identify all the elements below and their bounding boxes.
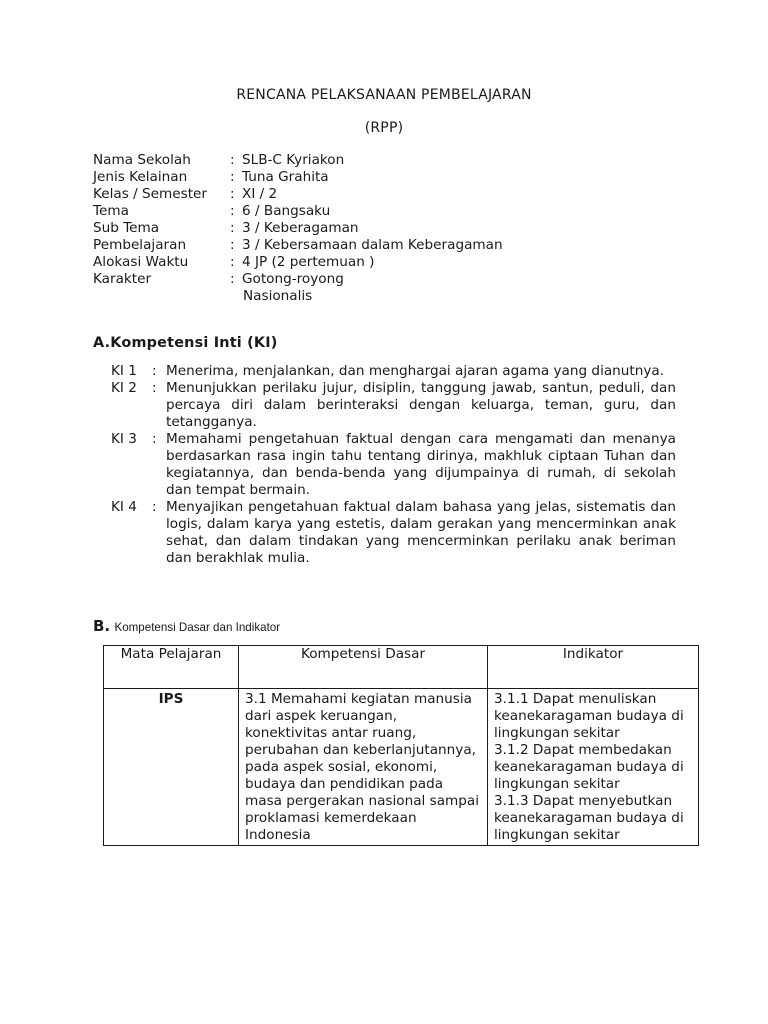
identity-value: 3 / Kebersamaan dalam Keberagaman	[242, 237, 503, 253]
identity-value: Nasionalis	[243, 288, 313, 304]
cell-kd: 3.1 Memahami kegiatan manusia dari aspek keruangan, konektivitas antar ruang, perubahan dan keberlanjutannya, pada aspek sosial, ekonomi, budaya dan pendidikan pada masa pergerakan nasional sampai proklamasi kemerdekaan Indonesia	[239, 689, 488, 846]
ki-colon: :	[152, 363, 157, 379]
identity-label: Jenis Kelainan	[93, 169, 188, 185]
identity-label: Nama Sekolah	[93, 152, 191, 168]
document-title: RENCANA PELAKSANAAN PEMBELAJARAN	[236, 87, 532, 103]
ki-text: Memahami pengetahuan faktual dengan cara mengamati dan menanya berdasarkan rasa ingin tahu tentang dirinya, makhluk ciptaan Tuhan dan kegiatannya, dan benda-benda yang dijumpainya di rumah, di sekolah dan tempat bermain.	[166, 431, 676, 498]
identity-value: Gotong-royong	[242, 271, 344, 287]
ki-code: KI 4	[111, 499, 137, 515]
identity-block	[93, 152, 503, 305]
identity-colon: :	[230, 186, 235, 202]
table-header-row	[104, 646, 699, 689]
identity-row	[93, 152, 503, 169]
section-b-letter: B.	[93, 617, 111, 635]
section-b-heading	[93, 618, 280, 636]
identity-row	[93, 237, 503, 254]
identity-colon: :	[230, 254, 235, 270]
identity-colon: :	[230, 203, 235, 219]
kd-indicator-table	[103, 645, 699, 846]
ki-item	[111, 431, 676, 499]
ki-text: Menunjukkan perilaku jujur, disiplin, tanggung jawab, santun, peduli, dan percaya diri dalam berinteraksi dengan keluarga, teman, guru, dan tetangganya.	[166, 380, 676, 430]
ki-text: Menyajikan pengetahuan faktual dalam bahasa yang jelas, sistematis dan logis, dalam karya yang estetis, dalam gerakan yang mencerminkan anak sehat, dan dalam tindakan yang mencerminkan perilaku anak beriman dan berakhlak mulia.	[166, 499, 676, 566]
identity-label: Tema	[93, 203, 129, 219]
table-row	[104, 689, 699, 846]
identity-label: Alokasi Waktu	[93, 254, 189, 270]
identity-label: Karakter	[93, 271, 152, 287]
identity-row	[93, 254, 503, 271]
identity-row	[93, 203, 503, 220]
header-subject: Mata Pelajaran	[104, 646, 239, 689]
identity-colon: :	[230, 271, 235, 287]
indicator-item: 3.1.2 Dapat membedakan keanekaragaman budaya di lingkungan sekitar	[494, 742, 684, 792]
identity-colon: :	[230, 152, 235, 168]
identity-label: Kelas / Semester	[93, 186, 207, 202]
identity-value: 4 JP (2 pertemuan )	[242, 254, 375, 270]
section-b-title: Kompetensi Dasar dan Indikator	[114, 621, 281, 634]
header-indicator: Indikator	[488, 646, 699, 689]
ki-item	[111, 363, 676, 380]
identity-label: Sub Tema	[93, 220, 160, 236]
identity-value: 3 / Keberagaman	[242, 220, 359, 236]
identity-label: Pembelajaran	[93, 237, 187, 253]
section-a-heading: A.Kompetensi Inti (KI)	[93, 335, 278, 351]
identity-colon: :	[230, 220, 235, 236]
ki-code: KI 2	[111, 380, 137, 396]
identity-row	[93, 220, 503, 237]
ki-list	[111, 363, 676, 567]
indicator-item: 3.1.1 Dapat menuliskan keanekaragaman budaya di lingkungan sekitar	[494, 691, 684, 741]
cell-indicators	[488, 689, 699, 846]
identity-value: SLB-C Kyriakon	[242, 152, 345, 168]
identity-colon: :	[230, 237, 235, 253]
indicator-item: 3.1.3 Dapat menyebutkan keanekaragaman budaya di lingkungan sekitar	[494, 793, 684, 843]
document-subtitle: (RPP)	[364, 120, 404, 136]
identity-colon: :	[230, 169, 235, 185]
identity-row	[93, 186, 503, 203]
ki-colon: :	[152, 431, 157, 447]
ki-code: KI 1	[111, 363, 137, 379]
ki-item	[111, 499, 676, 567]
identity-value: 6 / Bangsaku	[242, 203, 331, 219]
ki-code: KI 3	[111, 431, 137, 447]
ki-item	[111, 380, 676, 431]
cell-subject: IPS	[104, 689, 239, 846]
identity-row	[93, 169, 503, 186]
identity-value: XI / 2	[242, 186, 278, 202]
identity-value-continuation	[93, 288, 503, 305]
ki-colon: :	[152, 380, 157, 396]
ki-text: Menerima, menjalankan, dan menghargai ajaran agama yang dianutnya.	[166, 363, 665, 379]
identity-value: Tuna Grahita	[242, 169, 329, 185]
header-kd: Kompetensi Dasar	[239, 646, 488, 689]
identity-row	[93, 271, 503, 288]
ki-colon: :	[152, 499, 157, 515]
